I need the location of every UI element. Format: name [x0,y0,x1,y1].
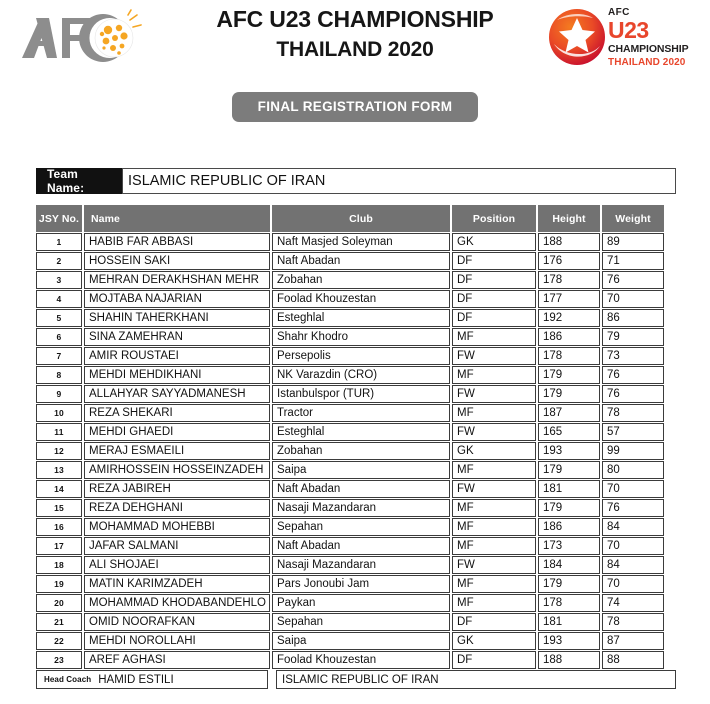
table-row [36,537,676,555]
cell-height[interactable]: 176 [538,252,600,270]
cell-height[interactable]: 193 [538,442,600,460]
table-row [36,480,676,498]
cell-jsy-no[interactable]: 15 [36,499,82,517]
cell-name[interactable]: REZA JABIREH [84,480,270,498]
table-row [36,385,676,403]
cell-name[interactable]: SHAHIN TAHERKHANI [84,309,270,327]
team-name-label: Team Name: [36,168,122,194]
cell-weight[interactable]: 74 [602,594,664,612]
cell-height[interactable]: 173 [538,537,600,555]
cell-name[interactable]: JAFAR SALMANI [84,537,270,555]
table-row [36,556,676,574]
cell-weight[interactable]: 84 [602,556,664,574]
column-header-weight: Weight [602,205,664,232]
cell-position[interactable]: FW [452,556,536,574]
table-row [36,328,676,346]
cell-name[interactable]: MOHAMMAD KHODABANDEHLO [84,594,270,612]
cell-jsy-no[interactable]: 16 [36,518,82,536]
logo-text-thailand: THAILAND 2020 [608,56,686,68]
cell-height[interactable]: 178 [538,594,600,612]
cell-height[interactable]: 186 [538,328,600,346]
cell-weight[interactable]: 89 [602,233,664,251]
table-row [36,499,676,517]
cell-jsy-no[interactable]: 3 [36,271,82,289]
page-header [0,0,710,84]
column-header-name: Name [84,205,270,232]
cell-weight[interactable]: 99 [602,442,664,460]
cell-position[interactable]: MF [452,518,536,536]
u23-logo-text [608,8,708,68]
cell-jsy-no[interactable]: 11 [36,423,82,441]
logo-text-afc: AFC [608,7,630,18]
cell-weight[interactable]: 88 [602,651,664,669]
head-coach-label: Head Coach [44,675,92,684]
table-row [36,309,676,327]
cell-name[interactable]: MEHDI NOROLLAHI [84,632,270,650]
registration-table [36,205,676,669]
cell-club[interactable]: NK Varazdin (CRO) [272,366,450,384]
cell-weight[interactable]: 79 [602,328,664,346]
cell-club[interactable]: Nasaji Mazandaran [272,556,450,574]
cell-club[interactable]: Saipa [272,461,450,479]
cell-jsy-no[interactable]: 4 [36,290,82,308]
final-registration-form-banner[interactable]: FINAL REGISTRATION FORM [232,92,479,122]
cell-jsy-no[interactable]: 23 [36,651,82,669]
cell-name[interactable]: REZA DEHGHANI [84,499,270,517]
cell-position[interactable]: FW [452,385,536,403]
table-row [36,366,676,384]
cell-position[interactable]: MF [452,594,536,612]
logo-text-championship: CHAMPIONSHIP [608,43,689,55]
cell-jsy-no[interactable]: 10 [36,404,82,422]
team-name-input[interactable]: ISLAMIC REPUBLIC OF IRAN [122,168,676,194]
cell-name[interactable]: MOJTABA NAJARIAN [84,290,270,308]
table-row [36,404,676,422]
table-row [36,594,676,612]
cell-position[interactable]: DF [452,309,536,327]
cell-weight[interactable]: 76 [602,385,664,403]
cell-club[interactable]: Sepahan [272,613,450,631]
cell-position[interactable]: DF [452,613,536,631]
cell-height[interactable]: 179 [538,385,600,403]
cell-height[interactable]: 179 [538,575,600,593]
cell-name[interactable]: MOHAMMAD MOHEBBI [84,518,270,536]
cell-jsy-no[interactable]: 21 [36,613,82,631]
cell-jsy-no[interactable]: 1 [36,233,82,251]
cell-jsy-no[interactable]: 9 [36,385,82,403]
cell-jsy-no[interactable]: 12 [36,442,82,460]
table-row [36,613,676,631]
cell-weight[interactable]: 71 [602,252,664,270]
cell-club[interactable]: Shahr Khodro [272,328,450,346]
cell-position[interactable]: DF [452,271,536,289]
column-header-club: Club [272,205,450,232]
cell-position[interactable]: DF [452,252,536,270]
cell-name[interactable]: HABIB FAR ABBASI [84,233,270,251]
cell-weight[interactable]: 76 [602,271,664,289]
cell-name[interactable]: HOSSEIN SAKI [84,252,270,270]
cell-height[interactable]: 187 [538,404,600,422]
cell-position[interactable]: GK [452,442,536,460]
cell-club[interactable]: Saipa [272,632,450,650]
cell-weight[interactable]: 76 [602,499,664,517]
cell-jsy-no[interactable]: 20 [36,594,82,612]
column-header-position: Position [452,205,536,232]
title-line-2: THAILAND 2020 [276,37,434,61]
cell-position[interactable]: FW [452,347,536,365]
cell-name[interactable]: AREF AGHASI [84,651,270,669]
cell-position[interactable]: MF [452,461,536,479]
cell-club[interactable]: Zobahan [272,442,450,460]
cell-jsy-no[interactable]: 19 [36,575,82,593]
column-header-jsy-no: JSY No. [36,205,82,232]
cell-club[interactable]: Paykan [272,594,450,612]
cell-club[interactable]: Istanbulspor (TUR) [272,385,450,403]
cell-club[interactable]: Tractor [272,404,450,422]
cell-club[interactable]: Naft Abadan [272,480,450,498]
cell-weight[interactable]: 70 [602,537,664,555]
cell-weight[interactable]: 78 [602,613,664,631]
cell-height[interactable]: 188 [538,233,600,251]
cell-position[interactable]: DF [452,651,536,669]
table-body [36,233,676,669]
cell-club[interactable]: Foolad Khouzestan [272,290,450,308]
title-line-1: AFC U23 CHAMPIONSHIP [216,6,494,32]
table-row [36,518,676,536]
cell-name[interactable]: MEHDI MEHDIKHANI [84,366,270,384]
cell-name[interactable]: MEHDI GHAEDI [84,423,270,441]
cell-position[interactable]: MF [452,404,536,422]
cell-height[interactable]: 181 [538,480,600,498]
final-registration-banner-wrap [0,92,710,122]
head-coach-field[interactable] [36,670,268,689]
cell-height[interactable]: 192 [538,309,600,327]
cell-height[interactable]: 177 [538,290,600,308]
cell-weight[interactable]: 76 [602,366,664,384]
cell-position[interactable]: DF [452,290,536,308]
cell-jsy-no[interactable]: 5 [36,309,82,327]
cell-weight[interactable]: 87 [602,632,664,650]
cell-name[interactable]: REZA SHEKARI [84,404,270,422]
table-row [36,442,676,460]
cell-height[interactable]: 179 [538,499,600,517]
cell-position[interactable]: MF [452,537,536,555]
logo-text-u23: U23 [608,17,649,43]
cell-height[interactable]: 181 [538,613,600,631]
cell-height[interactable]: 165 [538,423,600,441]
table-row [36,461,676,479]
cell-weight[interactable]: 57 [602,423,664,441]
page-title [180,5,530,63]
cell-club[interactable]: Esteghlal [272,423,450,441]
cell-position[interactable]: MF [452,366,536,384]
cell-height[interactable]: 179 [538,461,600,479]
cell-club[interactable]: Esteghlal [272,309,450,327]
cell-position[interactable]: FW [452,423,536,441]
cell-name[interactable]: MERAJ ESMAEILI [84,442,270,460]
cell-club[interactable]: Zobahan [272,271,450,289]
afc-logo [16,8,142,70]
cell-jsy-no[interactable]: 2 [36,252,82,270]
team-name-row [36,168,676,194]
cell-name[interactable]: OMID NOORAFKAN [84,613,270,631]
cell-jsy-no[interactable]: 13 [36,461,82,479]
cell-club[interactable]: Sepahan [272,518,450,536]
table-row [36,575,676,593]
cell-height[interactable]: 188 [538,651,600,669]
table-row [36,290,676,308]
footer-country-field[interactable]: ISLAMIC REPUBLIC OF IRAN [276,670,676,689]
cell-weight[interactable]: 80 [602,461,664,479]
cell-position[interactable]: MF [452,499,536,517]
cell-height[interactable]: 179 [538,366,600,384]
table-row [36,252,676,270]
cell-weight[interactable]: 70 [602,480,664,498]
table-row [36,347,676,365]
cell-height[interactable]: 193 [538,632,600,650]
cell-jsy-no[interactable]: 14 [36,480,82,498]
cell-jsy-no[interactable]: 6 [36,328,82,346]
cell-jsy-no[interactable]: 17 [36,537,82,555]
cell-name[interactable]: AMIR ROUSTAEI [84,347,270,365]
table-row [36,651,676,669]
cell-position[interactable]: GK [452,632,536,650]
table-row [36,271,676,289]
cell-weight[interactable]: 78 [602,404,664,422]
cell-height[interactable]: 186 [538,518,600,536]
cell-weight[interactable]: 73 [602,347,664,365]
cell-club[interactable]: Pars Jonoubi Jam [272,575,450,593]
table-row [36,233,676,251]
cell-club[interactable]: Nasaji Mazandaran [272,499,450,517]
cell-name[interactable]: MATIN KARIMZADEH [84,575,270,593]
cell-weight[interactable]: 84 [602,518,664,536]
cell-height[interactable]: 178 [538,347,600,365]
footer-row [36,670,676,689]
table-row [36,423,676,441]
cell-name[interactable]: ALI SHOJAEI [84,556,270,574]
cell-height[interactable]: 184 [538,556,600,574]
column-header-height: Height [538,205,600,232]
cell-position[interactable]: MF [452,575,536,593]
cell-jsy-no[interactable]: 8 [36,366,82,384]
cell-name[interactable]: ALLAHYAR SAYYADMANESH [84,385,270,403]
cell-position[interactable]: MF [452,328,536,346]
cell-club[interactable]: Naft Abadan [272,537,450,555]
cell-name[interactable]: MEHRAN DERAKHSHAN MEHR [84,271,270,289]
cell-name[interactable]: SINA ZAMEHRAN [84,328,270,346]
cell-jsy-no[interactable]: 18 [36,556,82,574]
table-row [36,632,676,650]
cell-height[interactable]: 178 [538,271,600,289]
cell-position[interactable]: GK [452,233,536,251]
cell-jsy-no[interactable]: 22 [36,632,82,650]
cell-weight[interactable]: 86 [602,309,664,327]
table-header-row [36,205,676,232]
cell-club[interactable]: Persepolis [272,347,450,365]
cell-club[interactable]: Foolad Khouzestan [272,651,450,669]
cell-jsy-no[interactable]: 7 [36,347,82,365]
cell-weight[interactable]: 70 [602,290,664,308]
cell-name[interactable]: AMIRHOSSEIN HOSSEINZADEH [84,461,270,479]
cell-weight[interactable]: 70 [602,575,664,593]
cell-club[interactable]: Naft Masjed Soleyman [272,233,450,251]
cell-club[interactable]: Naft Abadan [272,252,450,270]
head-coach-name: HAMID ESTILI [98,673,174,686]
cell-position[interactable]: FW [452,480,536,498]
